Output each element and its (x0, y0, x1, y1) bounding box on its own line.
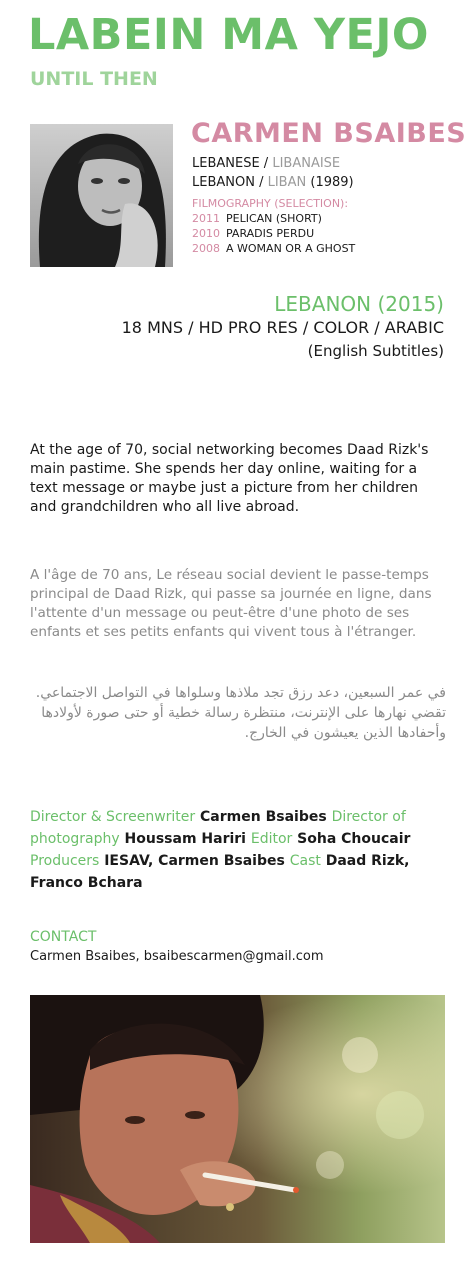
filmography-year: 2008 (192, 242, 220, 255)
film-specs: 18 MNS / HD PRO RES / COLOR / ARABIC (121, 318, 444, 337)
director-portrait (30, 124, 173, 267)
director-name: CARMEN BSAIBES (191, 118, 467, 149)
credit-name: IESAV, Carmen Bsaibes (104, 853, 285, 869)
synopsis-french: A l'âge de 70 ans, Le réseau social devient le passe-temps principal de Daad Rizk, qui passe sa journée en ligne, dans l'attente d'un message ou peut-être d'une photo de ses enfants et ses petits enfants qui vivent tous à l'étranger. (30, 567, 432, 640)
filmography-item (192, 228, 314, 239)
film-subtitles: (English Subtitles) (307, 342, 444, 360)
filmography-item (192, 243, 355, 254)
origin-fr: LIBAN (267, 175, 307, 190)
birth-year: (1989) (310, 175, 354, 190)
filmography-year: 2011 (192, 212, 220, 225)
director-nationality (192, 157, 340, 170)
filmography-item (192, 213, 322, 224)
credit-name: Houssam Hariri (124, 831, 246, 847)
credits (30, 806, 448, 894)
film-title: LABEIN MA YEJO (28, 10, 429, 60)
synopsis-arabic: في عمر السبعين، دعد رزق تجد ملاذها وسلواها في التواصل الاجتماعي. تقضي نهارها على الإنترنت، منتظرة رسالة خطية أو حتى صورة لأولادها وأحفادها الذين يعيشون في الخارج. (35, 685, 446, 741)
credit-role: Cast (289, 853, 321, 869)
origin-en: LEBANON / (192, 175, 264, 190)
film-still-image (30, 995, 445, 1243)
credit-name: Carmen Bsaibes (200, 809, 327, 825)
nationality-en: LEBANESE / (192, 156, 269, 171)
nationality-fr: LIBANAISE (272, 156, 341, 171)
contact-heading: CONTACT (30, 929, 97, 945)
credit-name: Daad Rizk, Franco Bchara (30, 853, 410, 891)
filmography-heading: FILMOGRAPHY (SELECTION): (192, 197, 349, 210)
filmography-title: A WOMAN OR A GHOST (226, 242, 356, 255)
credit-role: Producers (30, 853, 100, 869)
country-year: LEBANON (2015) (274, 292, 444, 316)
credit-role: Editor (250, 831, 293, 847)
film-subtitle: UNTIL THEN (30, 68, 158, 90)
synopsis-english: At the age of 70, social networking becomes Daad Rizk's main pastime. She spends her day online, waiting for a text message or maybe just a picture from her children and grandchildren who all live abroad. (30, 442, 429, 515)
contact-info: Carmen Bsaibes, bsaibescarmen@gmail.com (30, 949, 324, 964)
director-origin (192, 176, 354, 189)
credit-name: Soha Choucair (297, 831, 411, 847)
filmography-title: PELICAN (SHORT) (226, 212, 322, 225)
filmography-year: 2010 (192, 227, 220, 240)
filmography-title: PARADIS PERDU (226, 227, 315, 240)
credit-role: Director of photography (30, 809, 406, 847)
credit-role: Director & Screenwriter (30, 809, 196, 825)
